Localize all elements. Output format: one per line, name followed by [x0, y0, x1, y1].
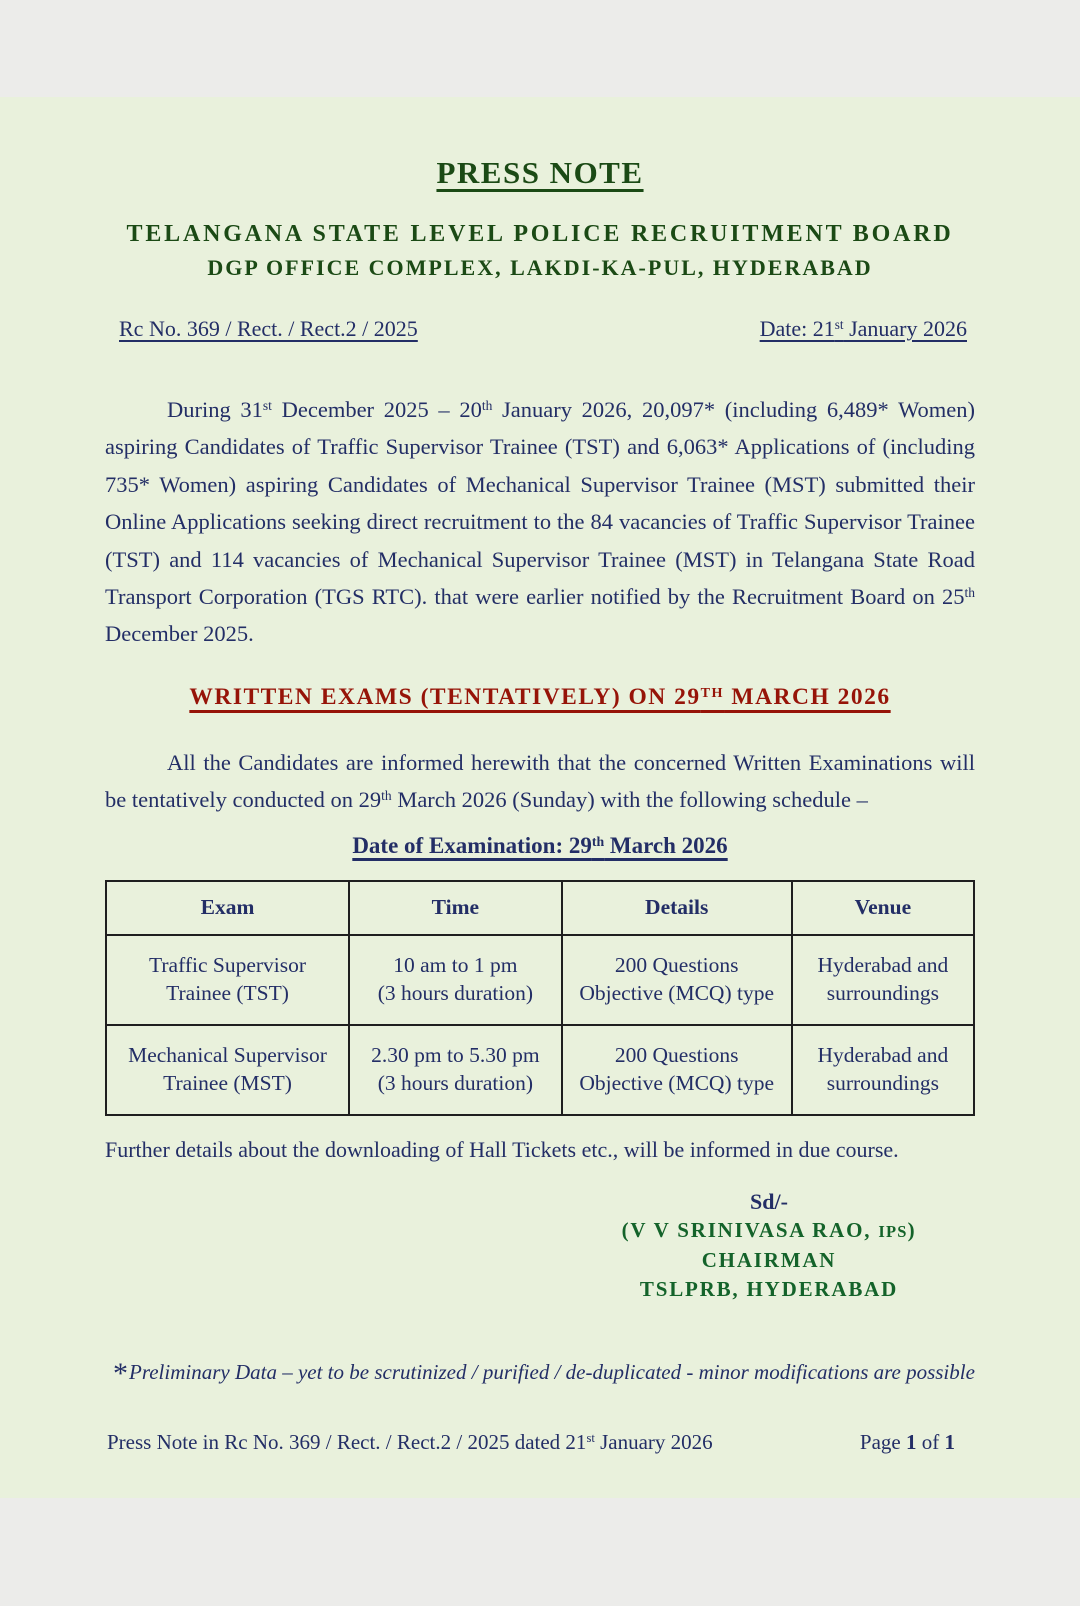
intro-segment: During 31 — [167, 397, 263, 422]
exam-date-segment: March 2026 — [604, 832, 728, 858]
cell-details — [562, 1025, 792, 1115]
cell-line: Objective (MCQ) type — [579, 980, 775, 1005]
column-header-venue: Venue — [792, 881, 974, 935]
sd-line: Sd/- — [750, 1188, 788, 1214]
intro-ordinal: th — [964, 585, 975, 601]
signature-block — [573, 1188, 965, 1304]
heading-segment: WRITTEN EXAMS (TENTATIVELY) ON 29 — [189, 683, 701, 710]
preliminary-data-footnote — [105, 1357, 975, 1389]
table-row-tst — [106, 935, 974, 1025]
page-footer — [105, 1428, 975, 1456]
cell-line: surroundings — [826, 980, 939, 1005]
written-exams-heading-text — [189, 684, 890, 710]
page-label: Page — [859, 1429, 906, 1454]
footer-reference — [107, 1428, 713, 1456]
rc-number: Rc No. 369 / Rect. / Rect.2 / 2025 — [119, 316, 418, 341]
exam-schedule-table — [105, 880, 975, 1116]
signatory-role: CHAIRMAN — [701, 1247, 837, 1272]
org-name-line: TELANGANA STATE LEVEL POLICE RECRUITMENT BOARD — [126, 221, 954, 247]
cell-venue — [792, 1025, 974, 1115]
signatory-org: TSLPRB, HYDERABAD — [639, 1276, 899, 1301]
schedule-segment: March 2026 (Sunday) with the following schedule – — [391, 787, 868, 813]
intro-ordinal: st — [262, 398, 272, 413]
heading-ordinal: TH — [700, 684, 725, 701]
table-header-row — [106, 881, 974, 935]
cell-line: 200 Questions — [614, 1043, 739, 1068]
date-rest: January 2026 — [843, 316, 967, 341]
cell-venue — [792, 935, 974, 1025]
document-viewer — [0, 97, 1080, 1606]
page-of: of — [916, 1429, 945, 1454]
column-header-time: Time — [349, 881, 562, 935]
cell-line: 2.30 pm to 5.30 pm — [371, 1043, 540, 1068]
cell-time — [349, 1025, 562, 1115]
page-title — [105, 97, 975, 197]
cell-exam — [106, 1025, 349, 1115]
table-row-mst — [106, 1025, 974, 1115]
footer-segment: Press Note in Rc No. 369 / Rect. / Rect.2 / 2025 dated 21 — [107, 1429, 587, 1454]
cell-line: Traffic Supervisor — [148, 953, 307, 978]
cell-line: Objective (MCQ) type — [579, 1070, 775, 1095]
exam-date-segment: Date of Examination: 29 — [352, 832, 592, 858]
cell-exam — [106, 935, 349, 1025]
intro-segment: December 2025 – 20 — [271, 397, 482, 422]
schedule-paragraph — [105, 744, 975, 819]
press-note-page — [0, 97, 1080, 1498]
date-ordinal: st — [834, 317, 844, 332]
date-text: Date: 21 — [759, 316, 835, 341]
footnote-text: Preliminary Data – yet to be scrutinized / purified / de-duplicated - minor modifications are possible — [129, 1359, 975, 1384]
cell-line: (3 hours duration) — [377, 980, 533, 1005]
designation-ips: IPS — [878, 1221, 908, 1241]
column-header-exam: Exam — [106, 881, 349, 935]
schedule-segment: All the Candidates are informed herewith that the concerned Written Examinations will be tentatively conducted on 29 — [105, 749, 975, 813]
page-total: 1 — [944, 1429, 955, 1454]
intro-ordinal: th — [481, 398, 493, 413]
intro-segment: January 2026, 20,097* (including 6,489* Women) aspiring Candidates of Traffic Supervisor Trainee (TST) and 6,063* Applications of (including 735* Women) aspiring Candidates of Mechanical Supervisor Trainee (MST) submitted their Online Applications seeking direct recruitment to the 84 vacancies of Traffic Supervisor Trainee (TST) and 114 vacancies of Mechanical Supervisor Trainee (MST) in Telangana State Road Transport Corporation (TGS RTC). that were earlier notified by the Recruitment Board on 25 — [105, 397, 975, 610]
footer-segment: January 2026 — [594, 1429, 713, 1454]
issue-date — [760, 314, 967, 344]
cell-line: Hyderabad and — [817, 953, 949, 978]
page-current: 1 — [906, 1429, 917, 1454]
heading-segment: MARCH 2026 — [724, 683, 891, 710]
cell-line: 200 Questions — [614, 953, 739, 978]
cell-line: Trainee (MST) — [163, 1070, 292, 1095]
cell-line: Hyderabad and — [817, 1043, 949, 1068]
page-title-text: PRESS NOTE — [436, 155, 644, 190]
cell-details — [562, 935, 792, 1025]
name-segment: (V V SRINIVASA RAO, — [621, 1217, 879, 1242]
exam-date-heading-text — [352, 833, 727, 858]
page-number — [860, 1428, 955, 1456]
schedule-ordinal: th — [381, 788, 392, 804]
asterisk-mark: * — [113, 1356, 128, 1390]
column-header-details: Details — [562, 881, 792, 935]
cell-line: Mechanical Supervisor — [128, 1043, 327, 1068]
exam-date-ordinal: th — [591, 833, 605, 849]
signatory-name — [573, 1216, 965, 1246]
cell-time — [349, 935, 562, 1025]
cell-line: surroundings — [826, 1070, 939, 1095]
name-segment: ) — [907, 1217, 917, 1242]
footer-ordinal: st — [586, 1430, 595, 1445]
cell-line: Trainee (TST) — [166, 980, 289, 1005]
intro-segment: December 2025. — [105, 621, 254, 647]
cell-line: (3 hours duration) — [377, 1070, 533, 1095]
exam-date-heading — [105, 833, 975, 865]
cell-line: 10 am to 1 pm — [393, 953, 518, 978]
written-exams-heading — [105, 684, 975, 717]
intro-paragraph — [105, 391, 975, 653]
reference-row — [105, 314, 975, 344]
org-address-line: DGP OFFICE COMPLEX, LAKDI-KA-PUL, HYDERABAD — [207, 255, 873, 280]
further-details-note: Further details about the downloading of Hall Tickets etc., will be informed in due course. — [105, 1136, 899, 1162]
